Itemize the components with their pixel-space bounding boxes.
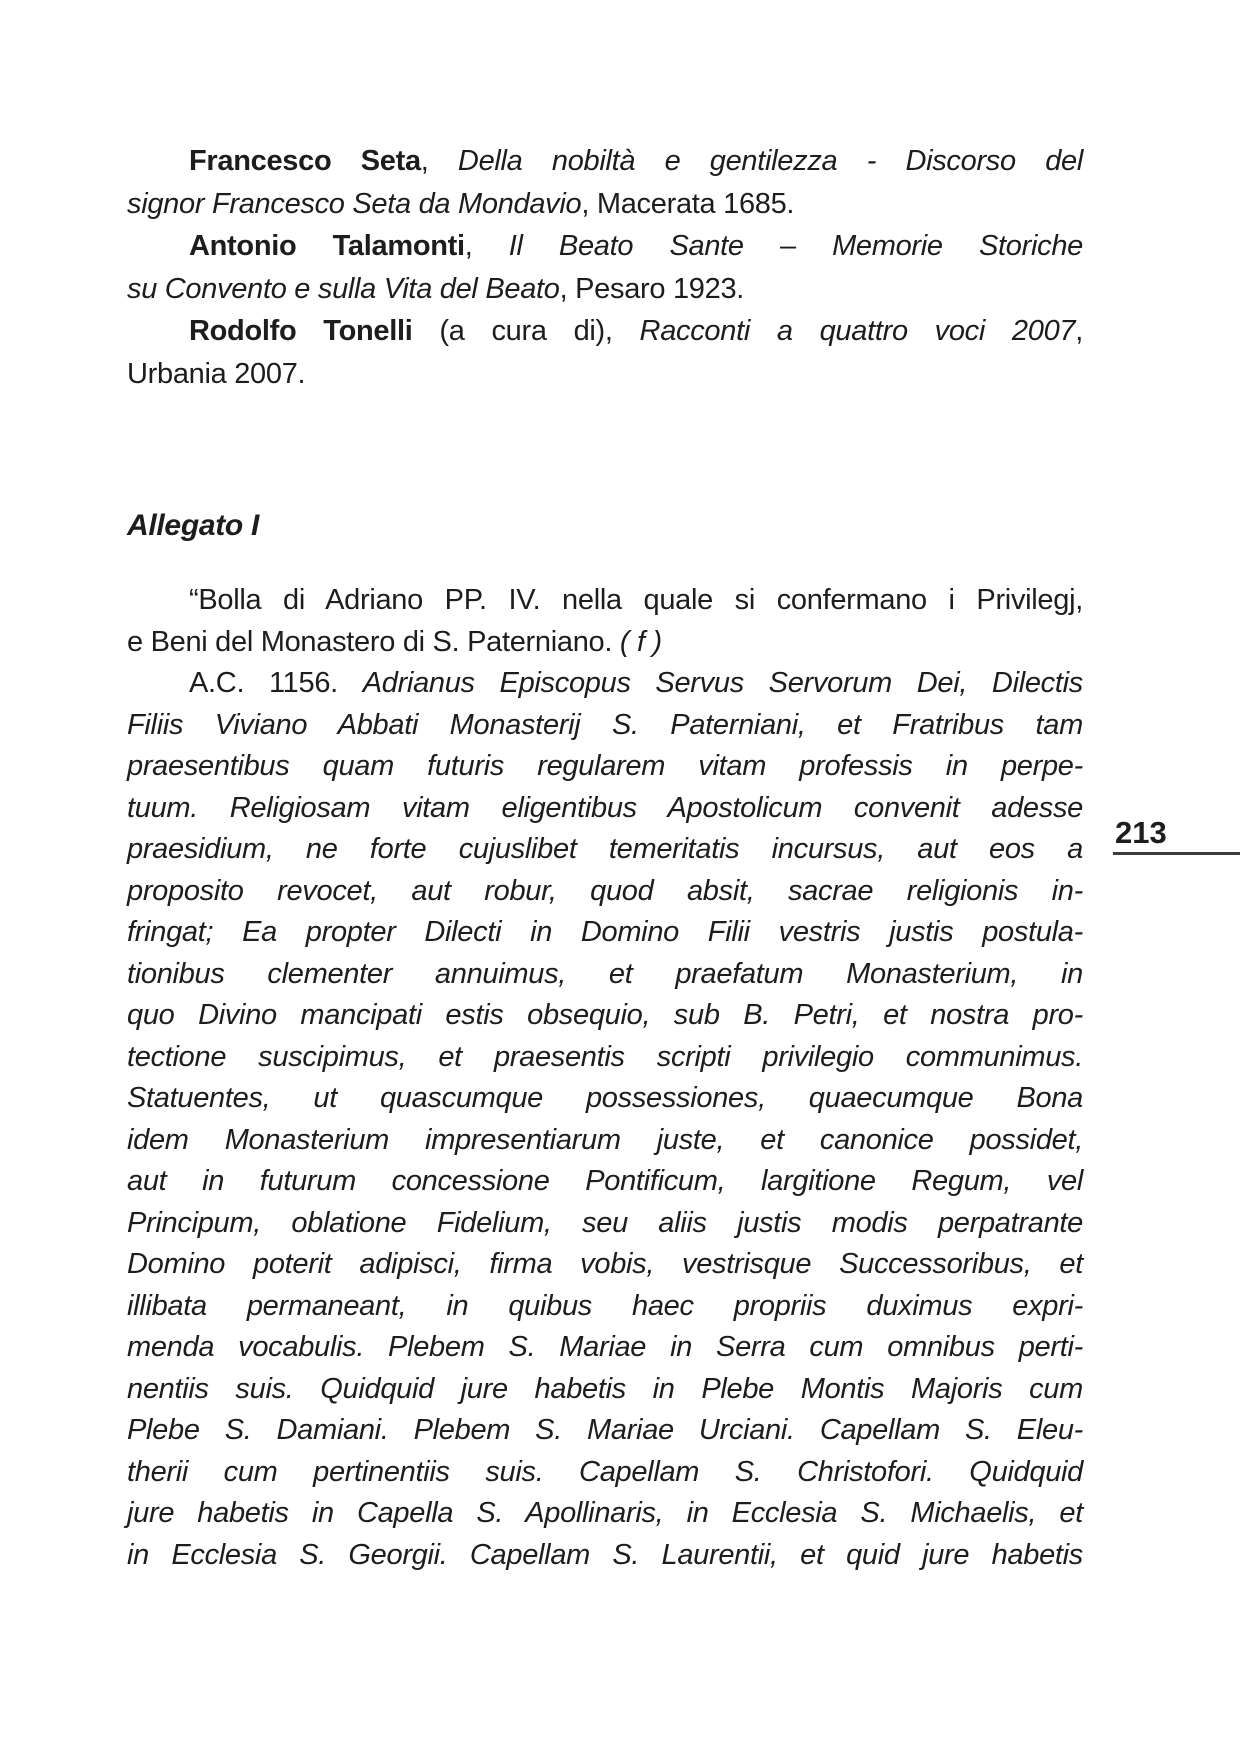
roman-text: ,: [1075, 315, 1083, 347]
italic-text: Il Beato Sante – Memorie Storiche: [508, 230, 1083, 262]
italic-text: in Ecclesia S. Georgii. Capellam S. Laurentii, et quid jure habetis: [127, 1538, 1083, 1571]
text-line: [127, 663, 1083, 705]
text-line: [127, 746, 1083, 788]
italic-text: Della nobiltà e gentilezza - Discorso del: [457, 145, 1083, 177]
italic-text: quo Divino mancipati estis obsequio, sub B. Petri, et nostra pro-: [127, 999, 1083, 1031]
text-line: [127, 1535, 1083, 1577]
text-line: [127, 183, 1083, 226]
roman-text: , Pesaro 1923.: [559, 272, 745, 305]
italic-text: fringat; Ea propter Dilecti in Domino Filii vestris justis postula-: [127, 916, 1083, 948]
text-line: [127, 1120, 1083, 1162]
text-line: [127, 1493, 1083, 1535]
text-line: [127, 1286, 1083, 1328]
roman-text: Urbania 2007.: [127, 357, 306, 390]
text-line: [127, 1161, 1083, 1203]
text-line: [127, 954, 1083, 996]
roman-text: A.C. 1156.: [189, 667, 363, 699]
text-line: [127, 1244, 1083, 1286]
text-line: [127, 580, 1083, 622]
text-line: [127, 912, 1083, 954]
roman-text: ,: [420, 145, 458, 177]
roman-text: “Bolla di Adriano PP. IV. nella quale si confermano i Privilegj,: [189, 584, 1083, 616]
italic-text: proposito revocet, aut robur, quod absit, sacrae religionis in-: [127, 874, 1083, 907]
italic-text: Racconti a quattro voci 2007: [639, 315, 1076, 347]
italic-text: therii cum pertinentiis suis. Capellam S. Christofori. Quidquid: [127, 1455, 1083, 1488]
italic-text: idem Monasterium impresentiarum juste, et canonice possidet,: [127, 1123, 1083, 1156]
italic-text: praesentibus quam futuris regularem vitam professis in perpe-: [127, 750, 1083, 782]
italic-text: Principum, oblatione Fidelium, seu aliis justis modis perpatrante: [127, 1206, 1083, 1239]
text-line: [127, 1452, 1083, 1494]
text-line: [127, 1078, 1083, 1120]
italic-text: illibata permaneant, in quibus haec propriis duximus expri-: [127, 1289, 1083, 1322]
italic-text: Adrianus Episcopus Servus Servorum Dei, Dilectis: [362, 667, 1083, 699]
italic-text: menda vocabulis. Plebem S. Mariae in Serra cum omnibus perti-: [127, 1331, 1083, 1363]
text-line: [127, 1410, 1083, 1452]
author-name: Antonio Talamonti: [189, 230, 465, 262]
italic-text: Plebe S. Damiani. Plebem S. Mariae Urciani. Capellam S. Eleu-: [127, 1414, 1083, 1446]
text-line: [127, 705, 1083, 747]
italic-text: jure habetis in Capella S. Apollinaris, in Ecclesia S. Michaelis, et: [127, 1497, 1083, 1529]
italic-text: Statuentes, ut quascumque possessiones, quaecumque Bona: [127, 1082, 1083, 1114]
text-line: [127, 1369, 1083, 1411]
text-line: [127, 871, 1083, 913]
text-line: [127, 140, 1083, 183]
attachment-heading: Allegato I: [127, 509, 260, 542]
italic-text: su Convento e sulla Vita del Beato: [127, 272, 560, 305]
text-line: [127, 622, 1083, 664]
roman-text: e Beni del Monastero di S. Paterniano.: [127, 625, 620, 658]
italic-text: ( f ): [619, 625, 662, 658]
italic-text: aut in futurum concessione Pontificum, largitione Regum, vel: [127, 1165, 1083, 1197]
italic-text: Filiis Viviano Abbati Monasterij S. Paterniani, et Fratribus tam: [127, 708, 1083, 741]
italic-text: praesidium, ne forte cujuslibet temeritatis incursus, aut eos a: [127, 833, 1083, 865]
italic-text: tionibus clementer annuimus, et praefatum Monasterium, in: [127, 957, 1083, 990]
author-name: Francesco Seta: [189, 145, 421, 177]
author-name: Rodolfo Tonelli: [189, 315, 413, 347]
roman-text: (a cura di),: [412, 315, 640, 347]
text-line: [127, 268, 1083, 311]
text-line: [127, 310, 1083, 353]
page-number-rule: [1113, 852, 1240, 855]
attachment-body: [127, 580, 1083, 1576]
text-line: [127, 829, 1083, 871]
text-line: [127, 1037, 1083, 1079]
italic-text: nentiis suis. Quidquid jure habetis in Plebe Montis Majoris cum: [127, 1372, 1083, 1405]
text-line: [127, 353, 1083, 396]
text-line: [127, 1327, 1083, 1369]
text-line: [127, 788, 1083, 830]
roman-text: ,: [464, 230, 509, 262]
text-line: [127, 225, 1083, 268]
italic-text: tuum. Religiosam vitam eligentibus Apostolicum convenit adesse: [127, 791, 1083, 824]
text-line: [127, 995, 1083, 1037]
italic-text: Domino poterit adipisci, firma vobis, vestrisque Successoribus, et: [127, 1248, 1083, 1280]
page-number: 213: [1115, 815, 1167, 850]
bibliography-block: [127, 140, 1083, 395]
text-line: [127, 1203, 1083, 1245]
italic-text: tectione suscipimus, et praesentis scripti privilegio communimus.: [127, 1040, 1083, 1073]
italic-text: signor Francesco Seta da Mondavio: [127, 187, 582, 220]
roman-text: , Macerata 1685.: [581, 187, 795, 220]
